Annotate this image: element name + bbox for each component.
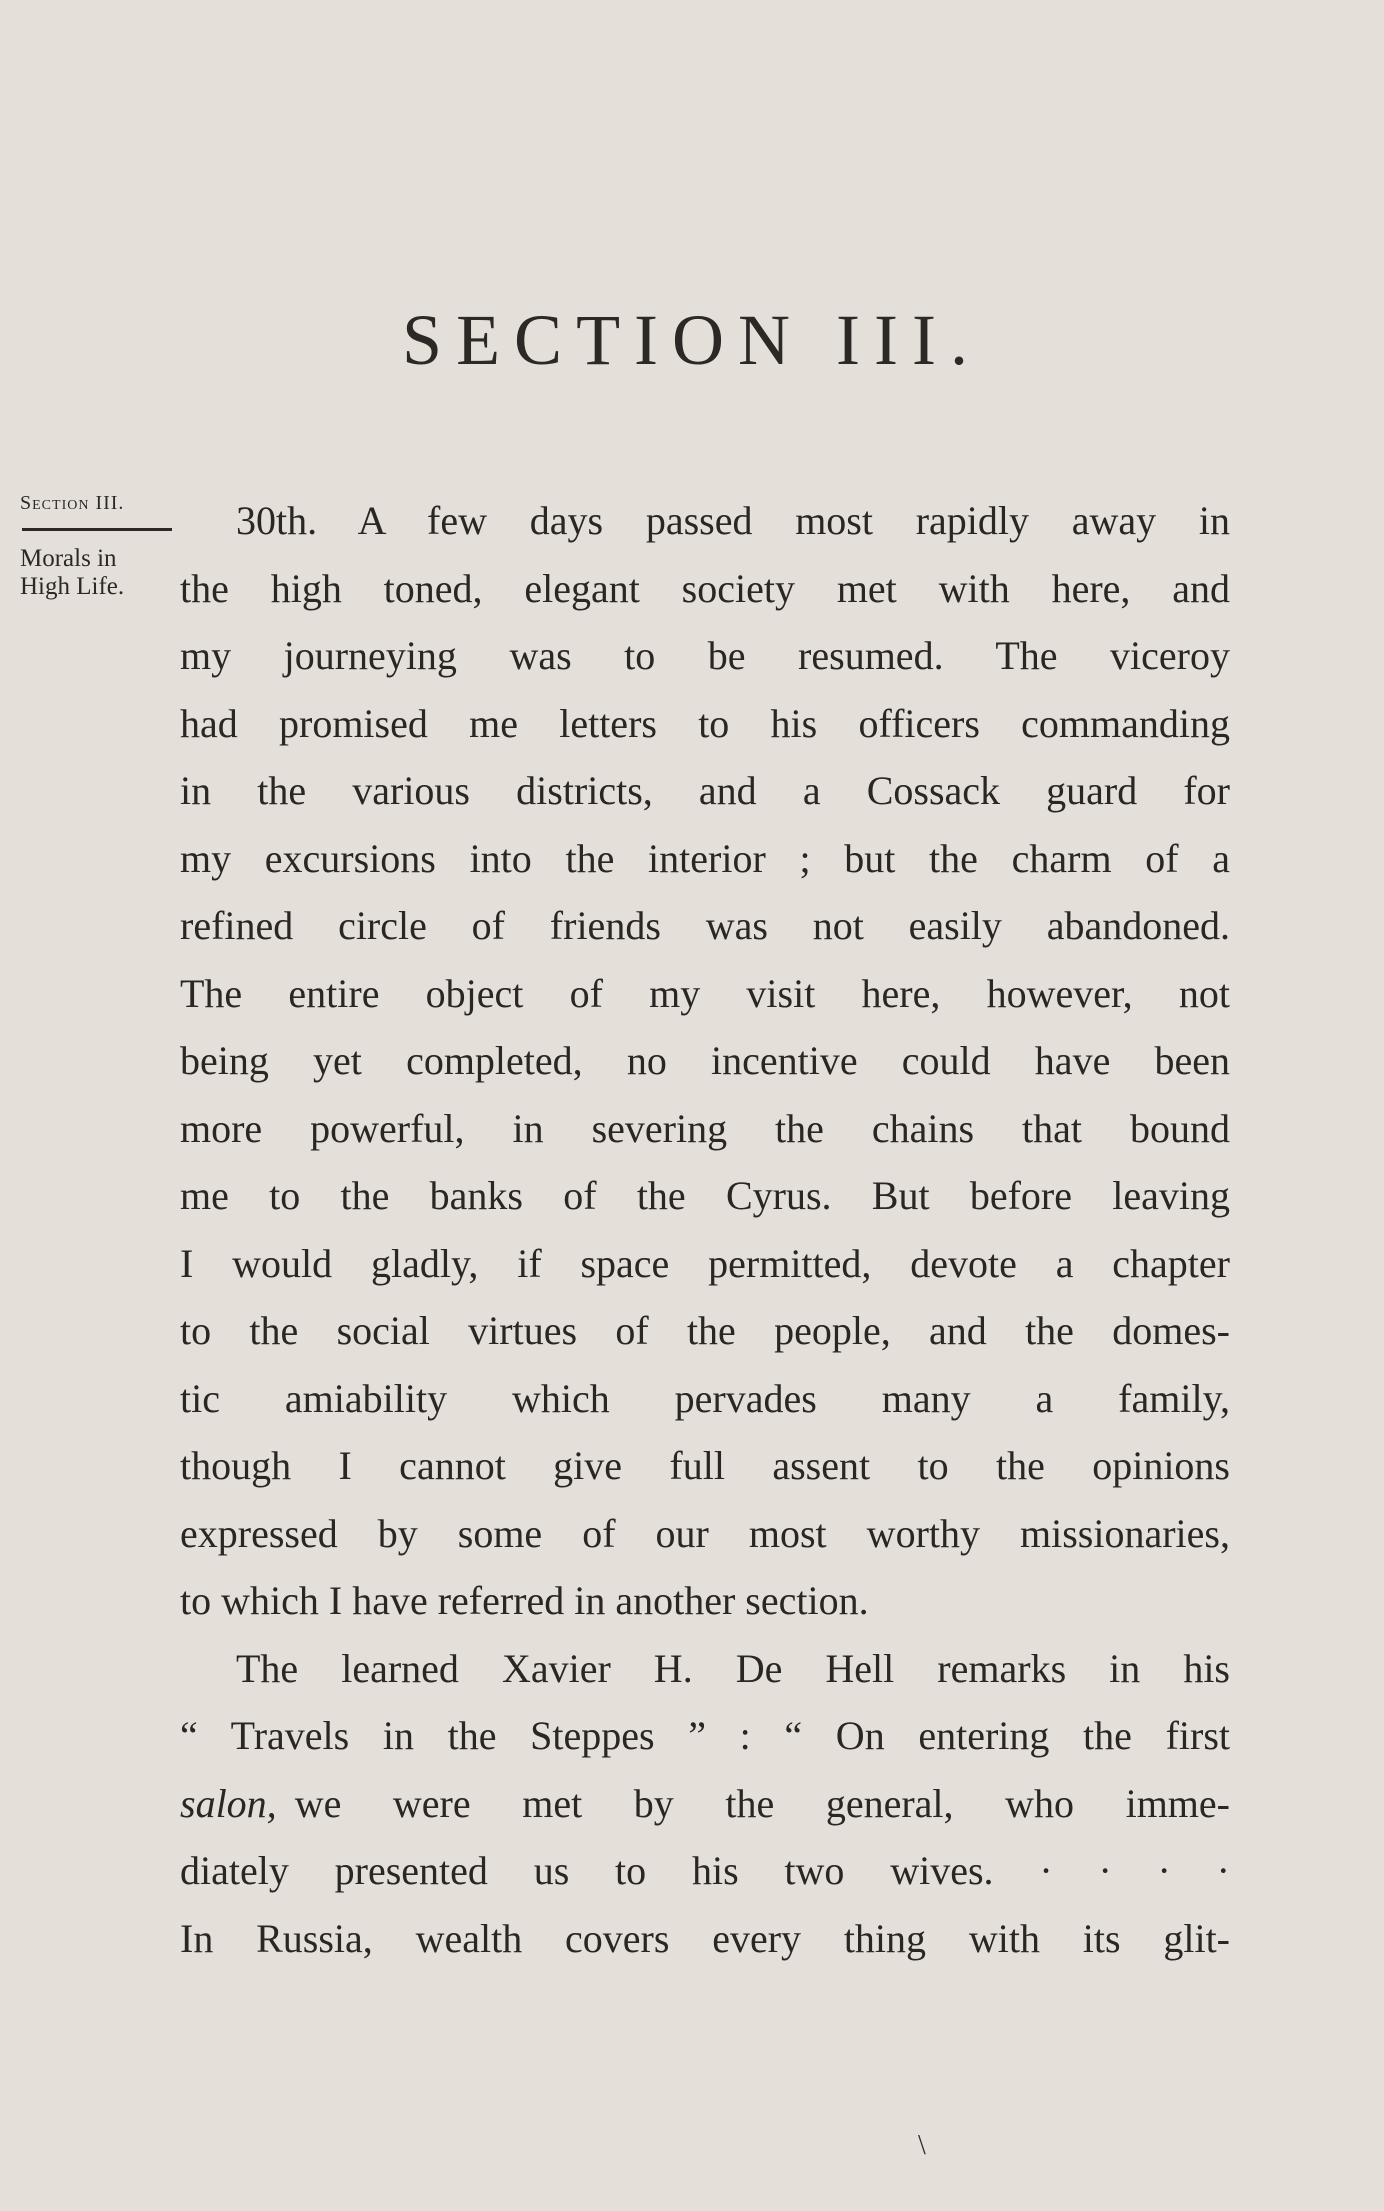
text-line: me to the banks of the Cyrus. But before leaving — [180, 1173, 1230, 1218]
text-line: refined circle of friends was not easily abandoned. — [180, 903, 1230, 948]
text-line-with-italic — [180, 1770, 1230, 1838]
text-line: 30th. A few days passed most rapidly away in — [236, 498, 1230, 543]
text-line: my journeying was to be resumed. The viceroy — [180, 633, 1230, 678]
body-text — [180, 487, 1230, 1972]
text-line: I would gladly, if space permitted, devote a chapter — [180, 1240, 1230, 1286]
text-line: to which I have referred in another section. — [180, 1578, 869, 1623]
text-line: though I cannot give full assent to the opinions — [180, 1443, 1230, 1488]
section-heading: SECTION III. — [402, 300, 982, 380]
stray-mark: \ — [918, 2130, 926, 2161]
margin-topic — [20, 545, 180, 601]
text-line: “ Travels in the Steppes ” : “ On entering the first — [180, 1713, 1230, 1758]
text-line: being yet completed, no incentive could have been — [180, 1038, 1230, 1083]
text-line: my excursions into the interior ; but the charm of a — [180, 835, 1230, 881]
text-line: had promised me letters to his officers commanding — [180, 700, 1230, 746]
margin-topic-line: High Life. — [20, 573, 125, 600]
text-line: the high toned, elegant society met with here, and — [180, 565, 1230, 611]
text-line: expressed by some of our most worthy missionaries, — [180, 1510, 1230, 1556]
text-line: in the various districts, and a Cossack guard for — [180, 768, 1230, 813]
italic-word: salon, — [180, 1780, 277, 1826]
text-line: The learned Xavier H. De Hell remarks in his — [236, 1645, 1230, 1691]
text-line: more powerful, in severing the chains that bound — [180, 1105, 1230, 1151]
margin-rule — [22, 528, 172, 531]
margin-topic-line: Morals in — [20, 545, 117, 572]
text-line: diately presented us to his two wives. · · · · — [180, 1848, 1230, 1893]
text-line-rest: we were met by the general, who imme- — [294, 1780, 1230, 1826]
margin-notes — [20, 488, 180, 601]
text-line: to the social virtues of the people, and the domes- — [180, 1308, 1230, 1353]
text-line: The entire object of my visit here, however, not — [180, 970, 1230, 1016]
text-line: In Russia, wealth covers every thing with its glit- — [180, 1915, 1230, 1961]
text-line: tic amiability which pervades many a family, — [180, 1375, 1230, 1421]
margin-section-label: Section III. — [20, 492, 125, 514]
